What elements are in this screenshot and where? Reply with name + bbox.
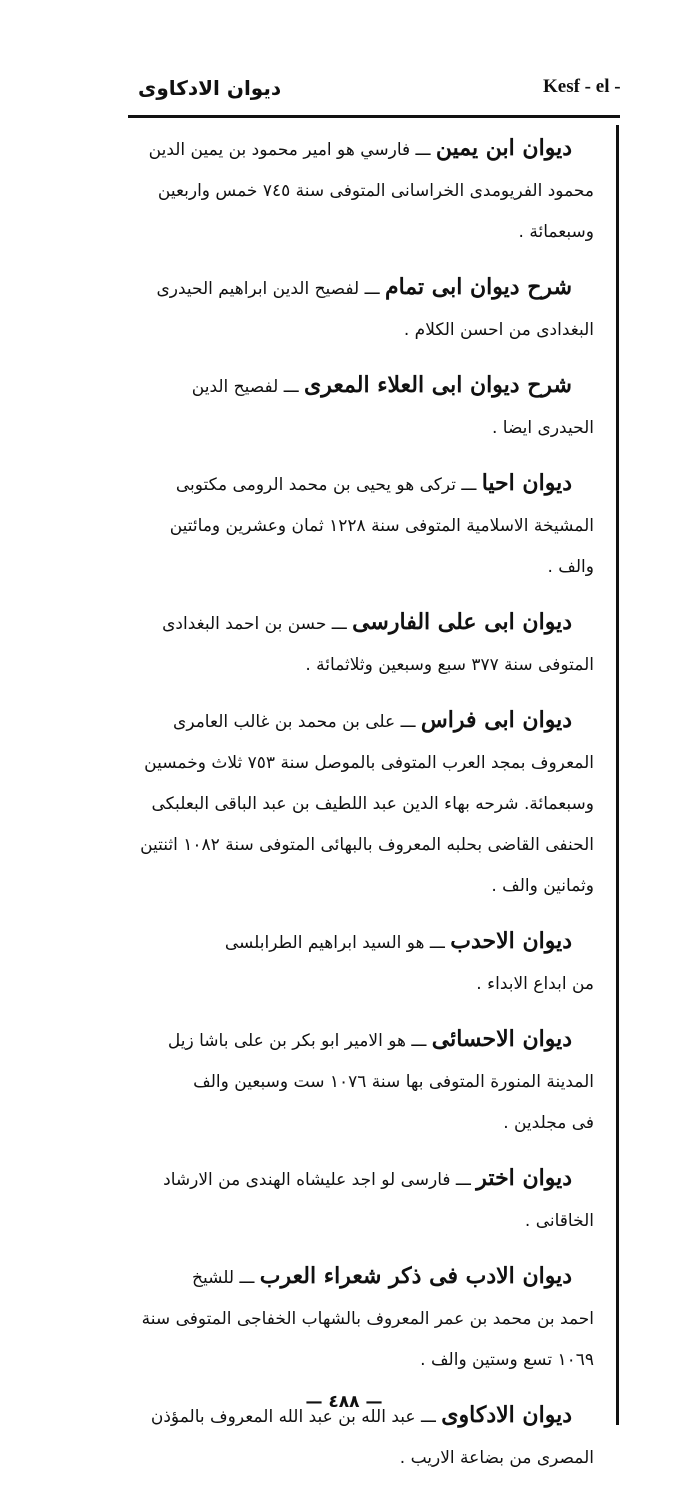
entry-line: المتوفى سنة ٣٧٧ سبع وسبعين وثلاثمائة . bbox=[305, 655, 594, 675]
bibliography-entry bbox=[138, 1019, 600, 1144]
entry-line bbox=[138, 700, 594, 743]
running-head-latin: Kesf - el - bbox=[543, 76, 621, 97]
bibliography-entry bbox=[138, 463, 600, 588]
entry-spacer bbox=[138, 907, 600, 921]
entry-line: وسبعمائة. شرحه بهاء الدين عبد اللطيف بن عبد الباقى البعلبكى bbox=[151, 794, 594, 814]
entry-spacer bbox=[138, 1242, 600, 1256]
bibliography-entry bbox=[138, 1158, 600, 1242]
entry-description: ـــ فارسى لو اجد عليشاه الهندى من الارشاد bbox=[163, 1170, 471, 1190]
entry-line: المعروف بمجد العرب المتوفى بالموصل سنة ٧٥٣ ثلاث وخمسين bbox=[144, 753, 594, 773]
bibliography-entry bbox=[138, 267, 600, 351]
bibliography-entry bbox=[138, 700, 600, 907]
entry-spacer bbox=[138, 686, 600, 700]
entry-title: ديوان الاحسائى bbox=[431, 1026, 572, 1052]
entry-title: شرح ديوان ابى العلاء المعرى bbox=[304, 372, 572, 398]
entry-line: والف . bbox=[547, 557, 594, 577]
entry-line: ١٠٦٩ تسع وستين والف . bbox=[420, 1350, 594, 1370]
entry-description: ـــ للشيخ bbox=[191, 1268, 255, 1288]
entry-line bbox=[138, 1256, 594, 1299]
entry-description: ـــ لفصيح الدين bbox=[191, 377, 299, 397]
page-number: — ٤٨٨ — bbox=[305, 1392, 383, 1412]
entry-title: ديوان ابى فراس bbox=[420, 707, 572, 733]
entry-title: ديوان الادكاوى bbox=[441, 1402, 572, 1428]
entry-line bbox=[138, 128, 594, 171]
entry-line bbox=[138, 365, 594, 408]
entry-line: الحنفى القاضى بحلبه المعروف بالبهائى المتوفى سنة ١٠٨٢ اثنتين bbox=[140, 835, 594, 855]
entry-line: البغدادى من احسن الكلام . bbox=[403, 320, 594, 340]
running-head-arabic: ديوان الادكاوى bbox=[138, 76, 282, 100]
entry-line: المدينة المنورة المتوفى بها سنة ١٠٧٦ ست وسبعين والف bbox=[193, 1072, 594, 1092]
entry-spacer bbox=[138, 253, 600, 267]
entry-line: فى مجلدين . bbox=[503, 1113, 594, 1133]
entry-title: ديوان ابى على الفارسى bbox=[352, 609, 572, 635]
entry-description: ـــ هو الامير ابو بكر بن على باشا زيل bbox=[167, 1031, 427, 1051]
entry-line: وثمانين والف . bbox=[491, 876, 594, 896]
entry-description: ـــ عبد الله بن عبد الله المعروف بالمؤذن bbox=[150, 1407, 436, 1427]
entry-spacer bbox=[138, 449, 600, 463]
header-rule bbox=[128, 115, 620, 118]
entry-line: احمد بن محمد بن عمر المعروف بالشهاب الخفاجى المتوفى سنة bbox=[141, 1309, 594, 1329]
entry-description: ـــ تركى هو يحيى بن محمد الرومى مكتوبى bbox=[175, 475, 477, 495]
entry-title: ديوان الادب فى ذكر شعراء العرب bbox=[259, 1263, 572, 1289]
bibliography-entry bbox=[138, 602, 600, 686]
entry-line bbox=[138, 463, 594, 506]
entry-spacer bbox=[138, 1005, 600, 1019]
entry-line: المشيخة الاسلامية المتوفى سنة ١٢٢٨ ثمان وعشرين ومائتين bbox=[169, 516, 594, 536]
entry-title: ديوان الاحدب bbox=[450, 928, 572, 954]
entry-line bbox=[138, 921, 594, 964]
entry-line: المصرى من بضاعة الاريب . bbox=[399, 1448, 594, 1468]
entry-description: ـــ هو السيد ابراهيم الطرابلسى bbox=[224, 933, 445, 953]
entry-description: ـــ فارسي هو امير محمود بن يمين الدين bbox=[148, 140, 431, 160]
entry-description: ـــ على بن محمد بن غالب العامرى bbox=[173, 712, 416, 732]
entry-line: الخاقانى . bbox=[524, 1211, 594, 1231]
entry-line: الحيدرى ايضا . bbox=[491, 418, 594, 438]
entry-line: وسبعمائة . bbox=[518, 222, 594, 242]
entry-description: ـــ لفصيح الدين ابراهيم الحيدرى bbox=[156, 279, 380, 299]
entry-line bbox=[138, 1019, 594, 1062]
entry-title: ديوان احيا bbox=[481, 470, 572, 496]
entries-list bbox=[138, 128, 600, 1479]
bibliography-entry bbox=[138, 921, 600, 1005]
entry-line bbox=[138, 1158, 594, 1201]
bibliography-entry bbox=[138, 1256, 600, 1381]
entry-line: من ابداع الابداء . bbox=[476, 974, 594, 994]
entry-title: شرح ديوان ابى تمام bbox=[384, 274, 572, 300]
entry-title: ديوان اختر bbox=[476, 1165, 572, 1191]
entry-description: ـــ حسن بن احمد البغدادى bbox=[162, 614, 347, 634]
entry-spacer bbox=[138, 351, 600, 365]
entry-title: ديوان ابن يمين bbox=[435, 135, 572, 161]
entry-line bbox=[138, 267, 594, 310]
bibliography-entry bbox=[138, 128, 600, 253]
entry-spacer bbox=[138, 588, 600, 602]
entry-line: محمود الفريومدى الخراسانى المتوفى سنة ٧٤٥ خمس واربعين bbox=[157, 181, 594, 201]
margin-rule bbox=[616, 125, 619, 1425]
bibliography-entry bbox=[138, 365, 600, 449]
entry-spacer bbox=[138, 1144, 600, 1158]
entry-line bbox=[138, 602, 594, 645]
